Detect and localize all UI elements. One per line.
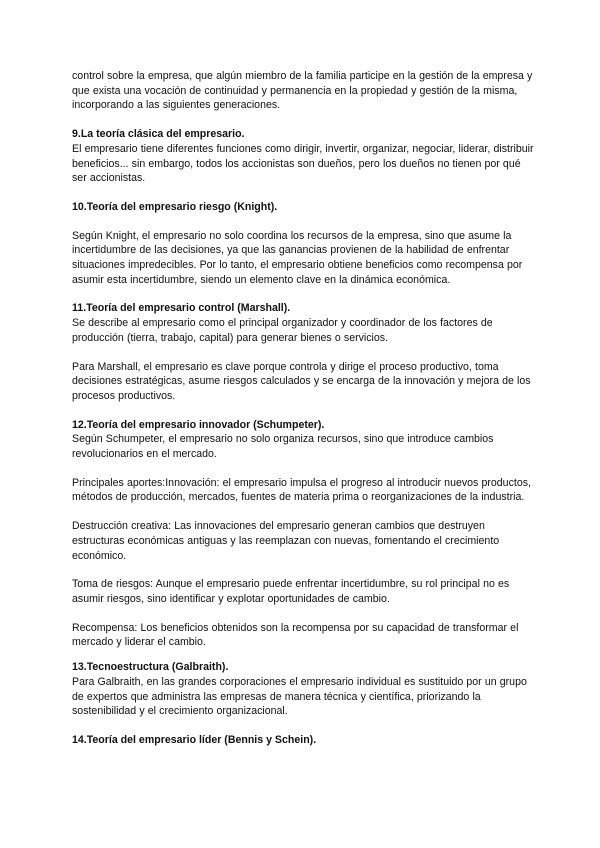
section-heading-12: 12.Teoría del empresario innovador (Schumpeter).	[72, 418, 325, 431]
section-12-paragraph-2: Principales aportes:Innovación: el empresario impulsa el progreso al introducir nuevos productos, métodos de producción, mercados, fuentes de materia prima o reorganizaciones de la industria.	[72, 476, 531, 504]
section-heading-14: 14.Teoría del empresario líder (Bennis y Schein).	[72, 733, 317, 746]
section-13-paragraph: Para Galbraith, en las grandes corporaciones el empresario individual es sustituido por un grupo de expertos que administra las empresas de manera técnica y científica, priorizando la sostenibilidad y el crecimiento organizacional.	[72, 675, 527, 718]
section-12-paragraph-1: Según Schumpeter, el empresario no solo organiza recursos, sino que introduce cambios revolucionarios en el mercado.	[72, 433, 494, 461]
section-11-paragraph-2: Para Marshall, el empresario es clave porque controla y dirige el proceso productivo, toma decisiones estratégicas, asume riesgos calculados y se encarga de la innovación y mejora de los procesos productivos.	[72, 360, 531, 402]
section-11-paragraph-1: Se describe al empresario como el principal organizador y coordinador de los factores de producción (tierra, trabajo, capital) para generar bienes o servicios.	[72, 317, 493, 344]
section-heading-11: 11.Teoría del empresario control (Marshall).	[72, 302, 291, 315]
section-12-paragraph-5: Recompensa: Los beneficios obtenidos son la recompensa por su capacidad de transformar el mercado y liderar el cambio.	[72, 621, 519, 649]
section-heading-10: 10.Teoría del empresario riesgo (Knight).	[72, 200, 278, 213]
intro-paragraph: control sobre la empresa, que algún miembro de la familia participe en la gestión de la empresa y que exista una vocación de continuidad y permanencia en la propiedad y gestión de la misma, incorporando a las siguientes generaciones.	[72, 70, 533, 112]
section-12-paragraph-4: Toma de riesgos: Aunque el empresario puede enfrentar incertidumbre, su rol principal no es asumir riesgos, sino identificar y explotar oportunidades de cambio.	[72, 578, 510, 605]
section-heading-13: 13.Tecnoestructura (Galbraith).	[72, 661, 229, 674]
section-10-paragraph: Según Knight, el empresario no solo coordina los recursos de la empresa, sino que asume la incertidumbre de las decisiones, ya que las ganancias provienen de la habilidad de enfrentar situaciones impredecibles. Por lo tanto, el empresario obtiene beneficios como recompensa por asumir esta incertidumbre, siendo un elemento clave en la dinámica económica.	[72, 229, 523, 286]
section-12-paragraph-3: Destrucción creativa: Las innovaciones del empresario generan cambios que destruyen estructuras económicas antiguas y las reemplazan con nuevas, fomentando el crecimiento económico.	[72, 520, 500, 562]
section-heading-9: 9.La teoría clásica del empresario.	[72, 128, 245, 141]
section-9-paragraph: El empresario tiene diferentes funciones como dirigir, invertir, organizar, negociar, liderar, distribuir beneficios... sin embargo, todos los accionistas son dueños, pero los dueños no tienen por qué ser accionistas.	[72, 142, 534, 185]
